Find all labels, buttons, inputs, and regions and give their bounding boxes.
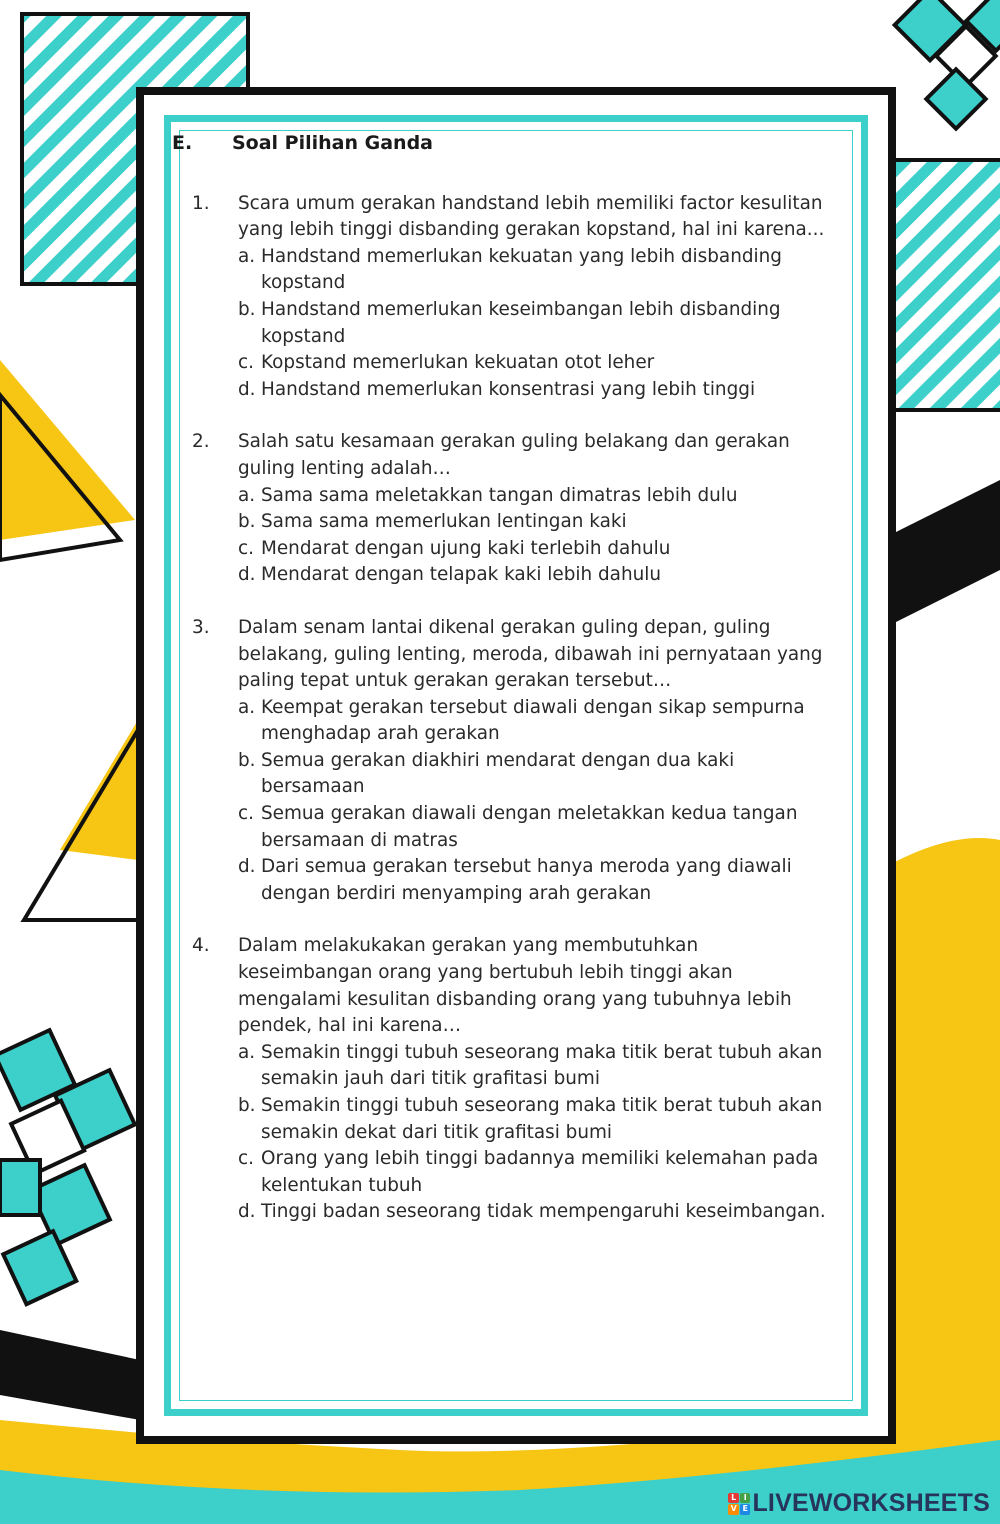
question-body <box>238 191 832 404</box>
black-band-right <box>880 480 1000 630</box>
option-text: Semua gerakan diawali dengan meletakkan kedua tangan bersamaan di matras <box>261 803 798 851</box>
option-label: d. <box>238 564 256 586</box>
option-label: c. <box>238 537 254 559</box>
question-number: 2. <box>192 431 210 453</box>
question-3 <box>172 615 832 908</box>
option-b[interactable] <box>238 297 832 350</box>
option-label: b. <box>238 298 256 320</box>
option-label: a. <box>238 696 256 718</box>
section-title: Soal Pilihan Ganda <box>232 132 434 154</box>
section-heading <box>172 130 832 157</box>
question-body <box>238 933 832 1226</box>
brand-name: LIVEWORKSHEETS <box>752 1489 990 1517</box>
option-text: Keempat gerakan tersebut diawali dengan sikap sempurna menghadap arah gerakan <box>261 696 805 745</box>
badge-letter: L <box>728 1493 739 1504</box>
option-text: Sama sama meletakkan tangan dimatras lebih dulu <box>261 484 738 506</box>
option-label: d. <box>238 378 256 400</box>
badge-letter: V <box>728 1504 739 1515</box>
section-letter: E. <box>172 132 193 154</box>
option-label: b. <box>238 511 256 533</box>
option-b[interactable] <box>238 1093 832 1146</box>
option-text: Orang yang lebih tinggi badannya memiliki kelemahan pada kelentukan tubuh <box>261 1148 819 1196</box>
option-text: Semakin tinggi tubuh seseorang maka titik berat tubuh akan semakin dekat dari titik grafitasi bumi <box>261 1095 823 1143</box>
question-2 <box>172 429 832 589</box>
option-text: Sama sama memerlukan lentingan kaki <box>261 511 627 533</box>
option-d[interactable] <box>238 1199 832 1226</box>
question-text: Dalam senam lantai dikenal gerakan guling depan, guling belakang, guling lenting, meroda, dibawah ini pernyataan yang paling tepat untuk gerakan gerakan tersebut… <box>238 616 823 692</box>
badge-letter: E <box>740 1504 751 1515</box>
option-label: c. <box>238 1148 254 1170</box>
option-label: a. <box>238 245 256 267</box>
striped-rect-right <box>880 160 1000 410</box>
teal-diamond-cluster-top-right <box>895 0 1000 129</box>
option-a[interactable] <box>238 1040 832 1093</box>
question-body <box>238 429 832 589</box>
question-1 <box>172 191 832 404</box>
option-label: b. <box>238 1095 256 1116</box>
option-d[interactable] <box>238 377 832 404</box>
option-c[interactable] <box>238 350 832 377</box>
option-d[interactable] <box>238 854 832 907</box>
option-label: c. <box>238 803 254 825</box>
question-content <box>172 130 832 1252</box>
option-text: Dari semua gerakan tersebut hanya meroda yang diawali dengan berdiri menyamping arah gerakan <box>261 856 792 904</box>
option-label: b. <box>238 749 256 771</box>
option-text: Mendarat dengan telapak kaki lebih dahulu <box>261 564 662 586</box>
option-a[interactable] <box>238 483 832 510</box>
question-body <box>238 615 832 908</box>
brand-badge-icon <box>728 1493 750 1515</box>
question-text: Scara umum gerakan handstand lebih memiliki factor kesulitan yang lebih tinggi disbanding gerakan kopstand, hal ini karena... <box>238 192 825 241</box>
option-label: a. <box>238 484 256 506</box>
question-number: 1. <box>192 192 210 214</box>
option-text: Tinggi badan seseorang tidak mempengaruhi keseimbangan. <box>261 1201 826 1223</box>
option-c[interactable] <box>238 801 832 854</box>
question-4 <box>172 933 832 1226</box>
question-text: Dalam melakukakan gerakan yang membutuhkan keseimbangan orang yang bertubuh lebih tinggi akan mengalami kesulitan disbanding orang yang tubuhnya lebih pendek, hal ini karena… <box>238 935 792 1037</box>
option-b[interactable] <box>238 509 832 536</box>
question-text: Salah satu kesamaan gerakan guling belakang dan gerakan guling lenting adalah… <box>238 431 790 479</box>
option-c[interactable] <box>238 536 832 563</box>
option-label: c. <box>238 352 254 374</box>
option-b[interactable] <box>238 748 832 801</box>
option-text: Handstand memerlukan konsentrasi yang lebih tinggi <box>261 378 756 400</box>
badge-letter: I <box>740 1493 751 1504</box>
option-text: Kopstand memerlukan kekuatan otot leher <box>261 352 655 374</box>
option-c[interactable] <box>238 1146 832 1199</box>
option-text: Handstand memerlukan kekuatan yang lebih disbanding kopstand <box>261 245 782 294</box>
option-text: Handstand memerlukan keseimbangan lebih disbanding kopstand <box>261 298 781 347</box>
option-text: Semakin tinggi tubuh seseorang maka titik berat tubuh akan semakin jauh dari titik grafitasi bumi <box>261 1041 823 1090</box>
option-a[interactable] <box>238 244 832 297</box>
teal-diamond-cluster-bottom-left <box>0 1030 135 1304</box>
option-d[interactable] <box>238 562 832 589</box>
option-label: a. <box>238 1041 256 1063</box>
black-band-bottom-left <box>0 1330 140 1420</box>
option-a[interactable] <box>238 695 832 748</box>
option-text: Mendarat dengan ujung kaki terlebih dahulu <box>261 537 671 559</box>
question-number: 4. <box>192 935 210 957</box>
option-text: Semua gerakan diakhiri mendarat dengan dua kaki bersamaan <box>261 749 735 798</box>
liveworksheets-logo[interactable] <box>728 1489 990 1518</box>
option-label: d. <box>238 856 256 878</box>
question-number: 3. <box>192 616 210 638</box>
option-label: d. <box>238 1201 256 1223</box>
yellow-triangle-top <box>0 360 135 540</box>
